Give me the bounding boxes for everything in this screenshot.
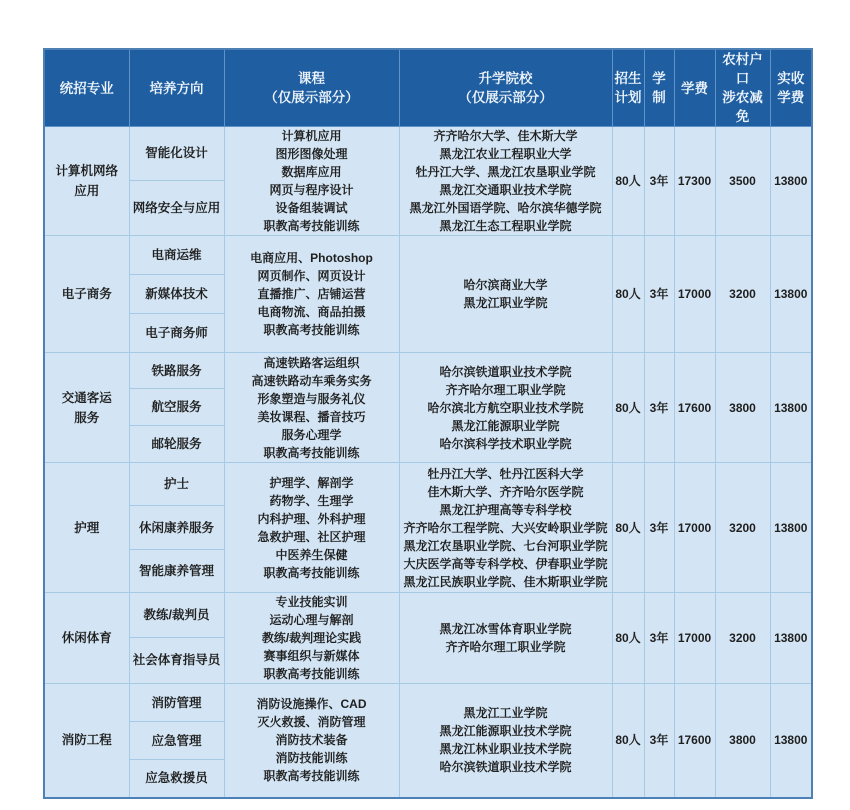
tuition-cell: 17600: [674, 353, 715, 463]
enrollment-table-container: [43, 48, 813, 799]
actual-tuition-cell: 13800: [770, 593, 812, 684]
rural-discount-cell: 3800: [715, 684, 770, 798]
plan-cell: 80人: [612, 236, 644, 353]
header-actual-tuition: 实收 学费: [770, 49, 812, 127]
plan-cell: 80人: [612, 353, 644, 463]
direction-cell: 铁路服务: [129, 353, 224, 389]
actual-tuition-cell: 13800: [770, 127, 812, 236]
schools-cell: 牡丹江大学、牡丹江医科大学 佳木斯大学、齐齐哈尔医学院 黑龙江护理高等专科学校 齐齐哈尔工程学院、大兴安岭职业学院 黑龙江农垦职业学院、七台河职业学院 大庆医学高等专科学校、伊春职业学院 黑龙江民族职业学院、佳木斯职业学院: [399, 463, 612, 593]
direction-cell: 电子商务师: [129, 314, 224, 353]
schools-cell: 哈尔滨铁道职业技术学院 齐齐哈尔理工职业学院 哈尔滨北方航空职业技术学院 黑龙江能源职业学院 哈尔滨科学技术职业学院: [399, 353, 612, 463]
tuition-cell: 17000: [674, 593, 715, 684]
courses-cell: 高速铁路客运组织 高速铁路动车乘务实务 形象塑造与服务礼仪 美妆课程、播音技巧 服务心理学 职教高考技能训练: [224, 353, 399, 463]
duration-cell: 3年: [644, 127, 674, 236]
major-cell: 电子商务: [44, 236, 129, 353]
actual-tuition-cell: 13800: [770, 463, 812, 593]
tuition-cell: 17000: [674, 463, 715, 593]
major-cell: 消防工程: [44, 684, 129, 798]
courses-cell: 计算机应用 图形图像处理 数据库应用 网页与程序设计 设备组装调试 职教高考技能训练: [224, 127, 399, 236]
schools-cell: 黑龙江冰雪体育职业学院 齐齐哈尔理工职业学院: [399, 593, 612, 684]
table-row: [44, 593, 812, 638]
direction-cell: 应急管理: [129, 722, 224, 760]
tuition-cell: 17300: [674, 127, 715, 236]
direction-cell: 新媒体技术: [129, 275, 224, 314]
schools-cell: 黑龙江工业学院 黑龙江能源职业技术学院 黑龙江林业职业技术学院 哈尔滨铁道职业技术学院: [399, 684, 612, 798]
schools-cell: 哈尔滨商业大学 黑龙江职业学院: [399, 236, 612, 353]
table-row: [44, 463, 812, 506]
direction-cell: 航空服务: [129, 389, 224, 426]
header-tuition: 学费: [674, 49, 715, 127]
rural-discount-cell: 3200: [715, 593, 770, 684]
plan-cell: 80人: [612, 127, 644, 236]
table-row: [44, 684, 812, 722]
direction-cell: 教练/裁判员: [129, 593, 224, 638]
direction-cell: 应急救援员: [129, 760, 224, 798]
direction-cell: 休闲康养服务: [129, 506, 224, 550]
header-direction: 培养方向: [129, 49, 224, 127]
header-duration: 学制: [644, 49, 674, 127]
major-cell: 护理: [44, 463, 129, 593]
table-row: [44, 353, 812, 389]
header-plan: 招生 计划: [612, 49, 644, 127]
courses-cell: 专业技能实训 运动心理与解剖 教练/裁判理论实践 赛事组织与新媒体 职教高考技能训练: [224, 593, 399, 684]
enrollment-tuition-table: [43, 48, 813, 799]
actual-tuition-cell: 13800: [770, 684, 812, 798]
actual-tuition-cell: 13800: [770, 353, 812, 463]
header-rural-discount: 农村户口 涉农减免: [715, 49, 770, 127]
courses-cell: 消防设施操作、CAD 灭火救援、消防管理 消防技术装备 消防技能训练 职教高考技能训练: [224, 684, 399, 798]
header-schools: 升学院校 （仅展示部分）: [399, 49, 612, 127]
rural-discount-cell: 3800: [715, 353, 770, 463]
major-cell: 计算机网络 应用: [44, 127, 129, 236]
header-courses: 课程 （仅展示部分）: [224, 49, 399, 127]
duration-cell: 3年: [644, 593, 674, 684]
major-cell: 交通客运 服务: [44, 353, 129, 463]
table-row: [44, 236, 812, 275]
major-cell: 休闲体育: [44, 593, 129, 684]
rural-discount-cell: 3500: [715, 127, 770, 236]
tuition-cell: 17000: [674, 236, 715, 353]
duration-cell: 3年: [644, 684, 674, 798]
tuition-cell: 17600: [674, 684, 715, 798]
direction-cell: 智能康养管理: [129, 550, 224, 593]
table-row: [44, 127, 812, 181]
schools-cell: 齐齐哈尔大学、佳木斯大学 黑龙江农业工程职业大学 牡丹江大学、黑龙江农垦职业学院 黑龙江交通职业技术学院 黑龙江外国语学院、哈尔滨华德学院 黑龙江生态工程职业学院: [399, 127, 612, 236]
duration-cell: 3年: [644, 353, 674, 463]
duration-cell: 3年: [644, 236, 674, 353]
header-major: 统招专业: [44, 49, 129, 127]
direction-cell: 智能化设计: [129, 127, 224, 181]
duration-cell: 3年: [644, 463, 674, 593]
plan-cell: 80人: [612, 684, 644, 798]
header-row: [44, 49, 812, 127]
plan-cell: 80人: [612, 593, 644, 684]
rural-discount-cell: 3200: [715, 236, 770, 353]
courses-cell: 电商应用、Photoshop 网页制作、网页设计 直播推广、店铺运营 电商物流、商品拍摄 职教高考技能训练: [224, 236, 399, 353]
direction-cell: 社会体育指导员: [129, 637, 224, 683]
rural-discount-cell: 3200: [715, 463, 770, 593]
actual-tuition-cell: 13800: [770, 236, 812, 353]
direction-cell: 邮轮服务: [129, 426, 224, 463]
plan-cell: 80人: [612, 463, 644, 593]
direction-cell: 消防管理: [129, 684, 224, 722]
courses-cell: 护理学、解剖学 药物学、生理学 内科护理、外科护理 急救护理、社区护理 中医养生保健 职教高考技能训练: [224, 463, 399, 593]
direction-cell: 网络安全与应用: [129, 180, 224, 235]
direction-cell: 电商运维: [129, 236, 224, 275]
direction-cell: 护士: [129, 463, 224, 506]
